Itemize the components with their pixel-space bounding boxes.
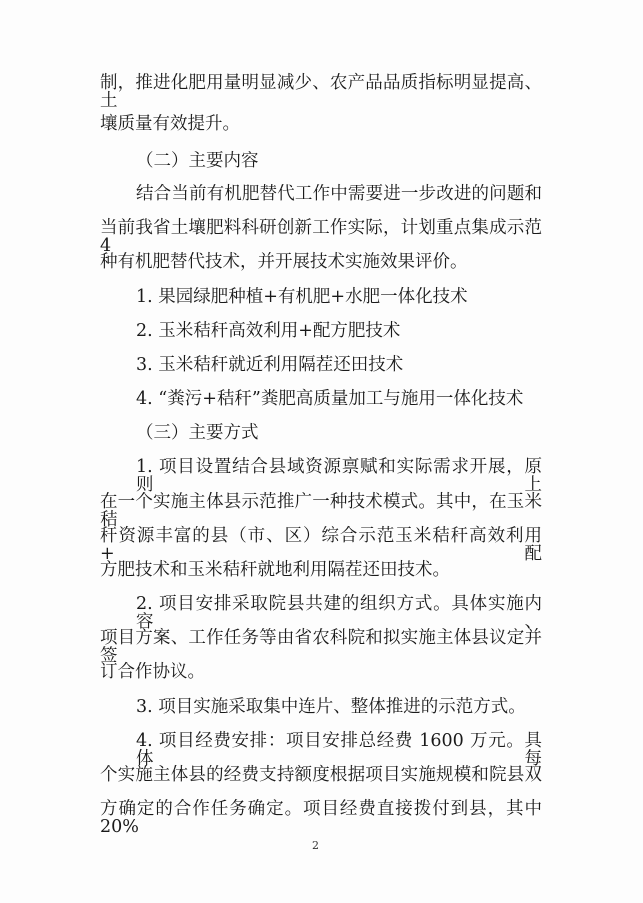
body-text-line: 壤质量有效提升。 <box>100 114 240 134</box>
section-heading: （三）主要方式 <box>136 423 259 443</box>
body-text-line: 4. 项目经费安排：项目安排总经费 1600 万元。具体每 <box>136 731 542 769</box>
list-item: 2. 玉米秸秆高效利用+配方肥技术 <box>136 321 401 341</box>
body-text-line: 结合当前有机肥替代工作中需要进一步改进的问题和 <box>136 184 542 204</box>
body-text-line: 秆资源丰富的县（市、区）综合示范玉米秸秆高效利用+配 <box>100 526 542 564</box>
body-text-line: 方肥技术和玉米秸秆就地利用隔茬还田技术。 <box>100 560 450 580</box>
body-text-line: 3. 项目实施采取集中连片、整体推进的示范方式。 <box>136 697 526 717</box>
body-text-line: 在一个实施主体县示范推广一种技术模式。其中，在玉米秸 <box>100 492 542 530</box>
body-text-line: 1. 项目设置结合县域资源禀赋和实际需求开展，原则上 <box>136 457 542 495</box>
body-text-line: 2. 项目安排采取院县共建的组织方式。具体实施内容、 <box>136 594 542 632</box>
body-text-line: 制，推进化肥用量明显减少、农产品品质指标明显提高、土 <box>100 73 542 111</box>
page-number: 2 <box>312 839 319 852</box>
body-text-line: 项目方案、工作任务等由省农科院和拟实施主体县议定并签 <box>100 628 542 666</box>
section-heading: （二）主要内容 <box>136 151 259 171</box>
list-item: 3. 玉米秸秆就近利用隔茬还田技术 <box>136 355 404 375</box>
body-text-line: 订合作协议。 <box>100 662 205 682</box>
list-item: 1. 果园绿肥种植+有机肥+水肥一体化技术 <box>136 287 468 307</box>
body-text-line: 方确定的合作任务确定。项目经费直接拨付到县，其中 20% <box>100 799 542 837</box>
body-text-line: 个实施主体县的经费支持额度根据项目实施规模和院县双 <box>100 765 542 785</box>
body-text-line: 种有机肥替代技术，并开展技术实施效果评价。 <box>100 252 468 272</box>
body-text-line: 当前我省土壤肥料科研创新工作实际，计划重点集成示范 4 <box>100 218 542 256</box>
list-item: 4. “粪污+秸秆”粪肥高质量加工与施用一体化技术 <box>136 389 524 409</box>
